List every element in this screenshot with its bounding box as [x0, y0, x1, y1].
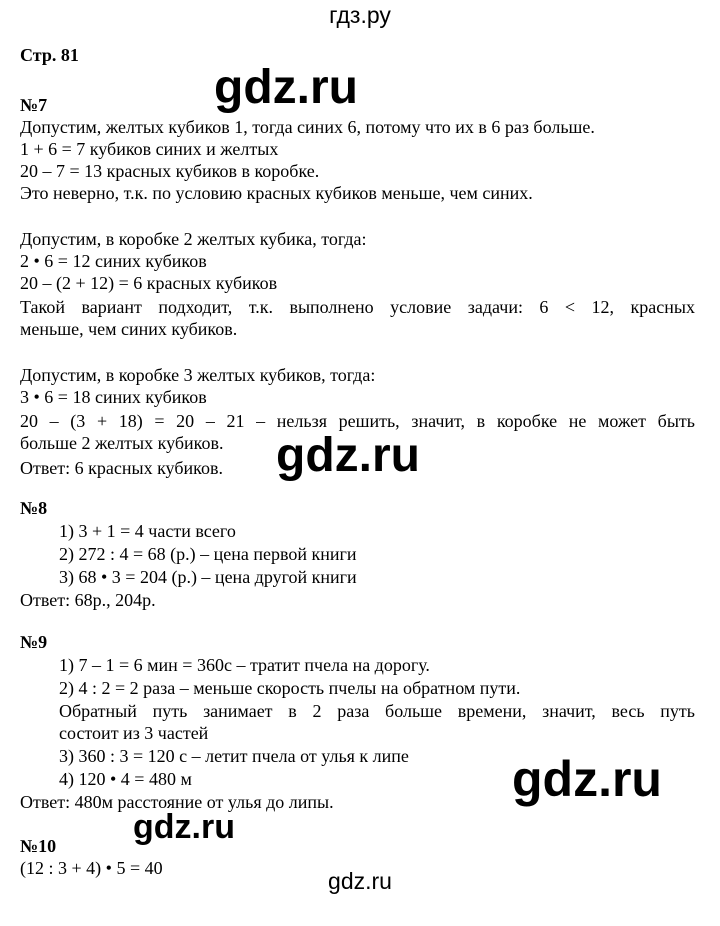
text-line: больше 2 желтых кубиков. — [20, 433, 224, 453]
text-line: 3) 360 : 3 = 120 с – летит пчела от улья к липе — [59, 746, 409, 766]
text-line: Допустим, в коробке 3 желтых кубиков, тогда: — [20, 365, 376, 385]
text-line: 1) 3 + 1 = 4 части всего — [59, 521, 236, 541]
site-footer[interactable]: gdz.ru — [328, 868, 392, 894]
task-8-title: №8 — [20, 498, 48, 518]
task-7-title: №7 — [20, 95, 48, 115]
text-line: 2) 272 : 4 = 68 (р.) – цена первой книги — [59, 544, 357, 564]
text-line: Допустим, в коробке 2 желтых кубика, тогда: — [20, 229, 367, 249]
site-header[interactable]: гдз.ру — [329, 2, 391, 28]
task-10-title: №10 — [20, 836, 57, 856]
text-line: (12 : 3 + 4) • 5 = 40 — [20, 858, 163, 878]
text-line: 2) 4 : 2 = 2 раза – меньше скорость пчелы на обратном пути. — [59, 678, 521, 698]
text-line: состоит из 3 частей — [59, 723, 209, 743]
text-line: 1 + 6 = 7 кубиков синих и желтых — [20, 139, 279, 159]
watermark: gdz.ru — [276, 429, 420, 482]
watermark: gdz.ru — [512, 751, 662, 807]
page-label: Стр. 81 — [20, 45, 79, 65]
text-line: Такой вариант подходит, т.к. выполнено условие задачи: 6 < 12, красных — [20, 297, 695, 317]
text-line: 20 – (2 + 12) = 6 красных кубиков — [20, 273, 278, 293]
text-line: 20 – (3 + 18) = 20 – 21 – нельзя решить, значит, в коробке не может быть — [20, 411, 695, 431]
task-9-title: №9 — [20, 632, 48, 652]
answer-line: Ответ: 68р., 204р. — [20, 590, 156, 610]
text-line: 2 • 6 = 12 синих кубиков — [20, 251, 207, 271]
text-line: 3 • 6 = 18 синих кубиков — [20, 387, 207, 407]
text-line: меньше, чем синих кубиков. — [20, 319, 238, 339]
text-line: 20 – 7 = 13 красных кубиков в коробке. — [20, 161, 320, 181]
answer-line: Ответ: 6 красных кубиков. — [20, 458, 223, 478]
answer-line: Ответ: 480м расстояние от улья до липы. — [20, 792, 334, 812]
watermark: gdz.ru — [133, 808, 235, 846]
watermark: gdz.ru — [214, 61, 358, 114]
text-line: 4) 120 • 4 = 480 м — [59, 769, 192, 789]
text-line: Это неверно, т.к. по условию красных кубиков меньше, чем синих. — [20, 183, 533, 203]
text-line: 3) 68 • 3 = 204 (р.) – цена другой книги — [59, 567, 357, 587]
text-line: Обратный путь занимает в 2 раза больше времени, значит, весь путь — [59, 701, 695, 721]
text-line: Допустим, желтых кубиков 1, тогда синих 6, потому что их в 6 раз больше. — [20, 117, 595, 137]
text-line: 1) 7 – 1 = 6 мин = 360с – тратит пчела на дорогу. — [59, 655, 430, 675]
